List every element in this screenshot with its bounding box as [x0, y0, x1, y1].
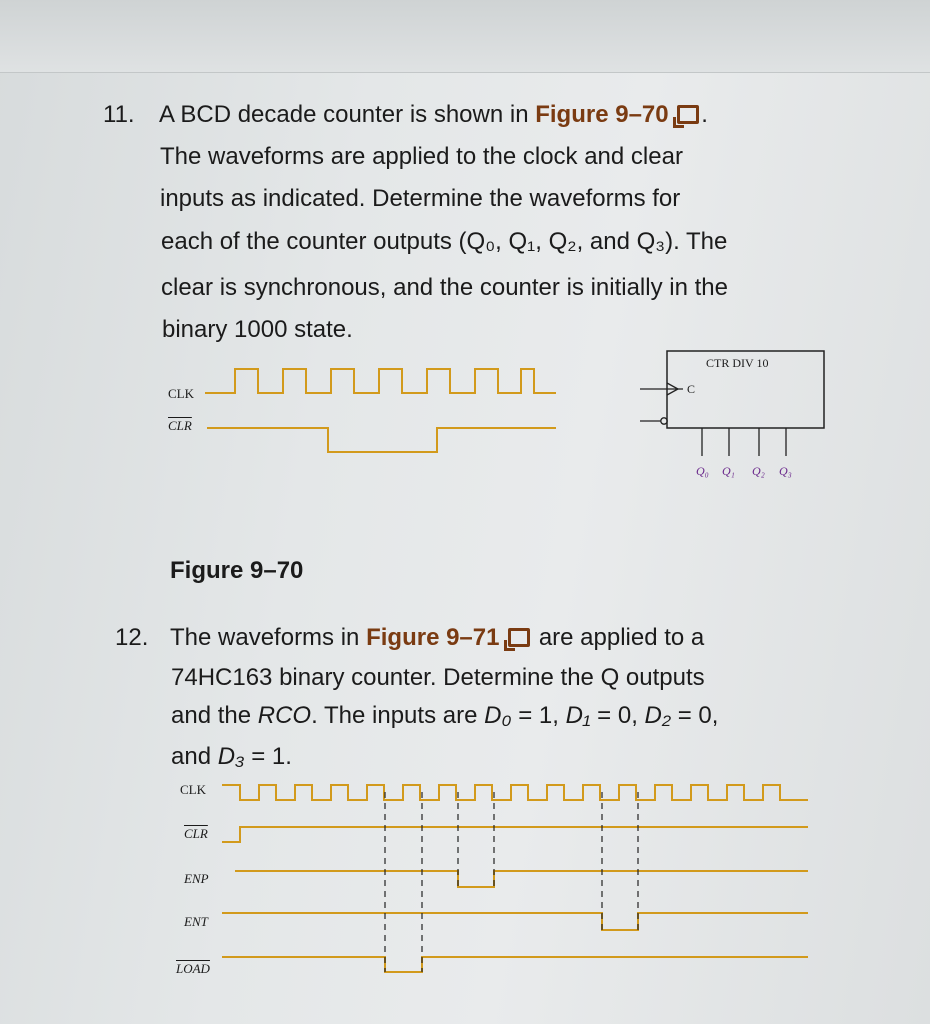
fig971-clk-waveform: [222, 785, 808, 800]
fig971-load-label: LOAD: [176, 961, 210, 976]
problem-11-number: 11.: [103, 101, 135, 128]
fig971-clr-waveform: [222, 827, 808, 842]
problem-12-line-2: 74HC163 binary counter. Determine the Q outputs: [171, 664, 705, 691]
output-q3-label: Q₃: [779, 464, 792, 478]
problem-11-line-4: each of the counter outputs (Q₀, Q₁, Q₂, and Q₃). The: [161, 228, 728, 255]
fig971-ent-label: ENT: [184, 914, 208, 929]
problem-11-text: A BCD decade counter is shown in: [159, 101, 536, 128]
period: .: [701, 101, 708, 128]
problem-11-line-6: binary 1000 state.: [162, 316, 353, 343]
fig971-enp-waveform: [235, 871, 808, 887]
d1-term: D₁: [565, 702, 591, 729]
fig971-clr-label: $\overline{CLR}$: [184, 826, 208, 841]
fig970-clr-label: $\overline{CLR}$: [168, 418, 192, 433]
fig970-clr-waveform: [207, 428, 556, 452]
problem-12-text-tail: are applied to a: [532, 624, 705, 651]
text: . The inputs are: [311, 702, 485, 729]
rco-term: RCO: [257, 702, 312, 729]
figure-9-71-link[interactable]: Figure 9–71: [366, 624, 500, 651]
d3-term: D₃: [217, 743, 245, 770]
fig970-clk-label: CLK: [168, 386, 194, 401]
fig971-ent-waveform: [222, 913, 808, 930]
problem-11-line-5: clear is synchronous, and the counter is initially in the: [161, 274, 728, 301]
text: = 1.: [244, 743, 292, 770]
counter-clock-label: C: [687, 382, 696, 396]
problem-12-text: The waveforms in: [170, 624, 367, 651]
timing-guides: [385, 792, 638, 972]
problem-12-line-3: [171, 702, 718, 730]
text: and: [171, 743, 218, 770]
problem-12-line-1: [170, 624, 704, 652]
text: = 1,: [511, 702, 566, 729]
fig971-enp-label: ENP: [184, 871, 209, 886]
book-link-icon[interactable]: [508, 628, 530, 647]
clear-bubble: [661, 418, 667, 424]
counter-box-title: CTR DIV 10: [706, 356, 769, 370]
problem-11-line-2: The waveforms are applied to the clock and clear: [160, 143, 683, 170]
d0-term: D₀: [484, 702, 512, 729]
output-q0-label: Q₀: [696, 464, 709, 478]
d2-term: D₂: [644, 702, 672, 729]
fig971-load-waveform: [222, 957, 808, 972]
output-q2-label: Q₂: [752, 464, 765, 478]
output-q1-label: Q₁: [722, 464, 735, 478]
problem-12-line-4: [171, 743, 292, 771]
text: = 0,: [590, 702, 645, 729]
problem-12-number: 12.: [115, 624, 149, 651]
problem-11-line-3: inputs as indicated. Determine the waveforms for: [160, 185, 681, 212]
fig971-clk-label: CLK: [180, 782, 206, 797]
figure-9-70-caption: Figure 9–70: [170, 557, 304, 584]
fig970-clk-waveform: [205, 369, 556, 393]
text: = 0,: [671, 702, 719, 729]
figure-9-70-link[interactable]: Figure 9–70: [535, 101, 669, 128]
text: and the: [171, 702, 258, 729]
